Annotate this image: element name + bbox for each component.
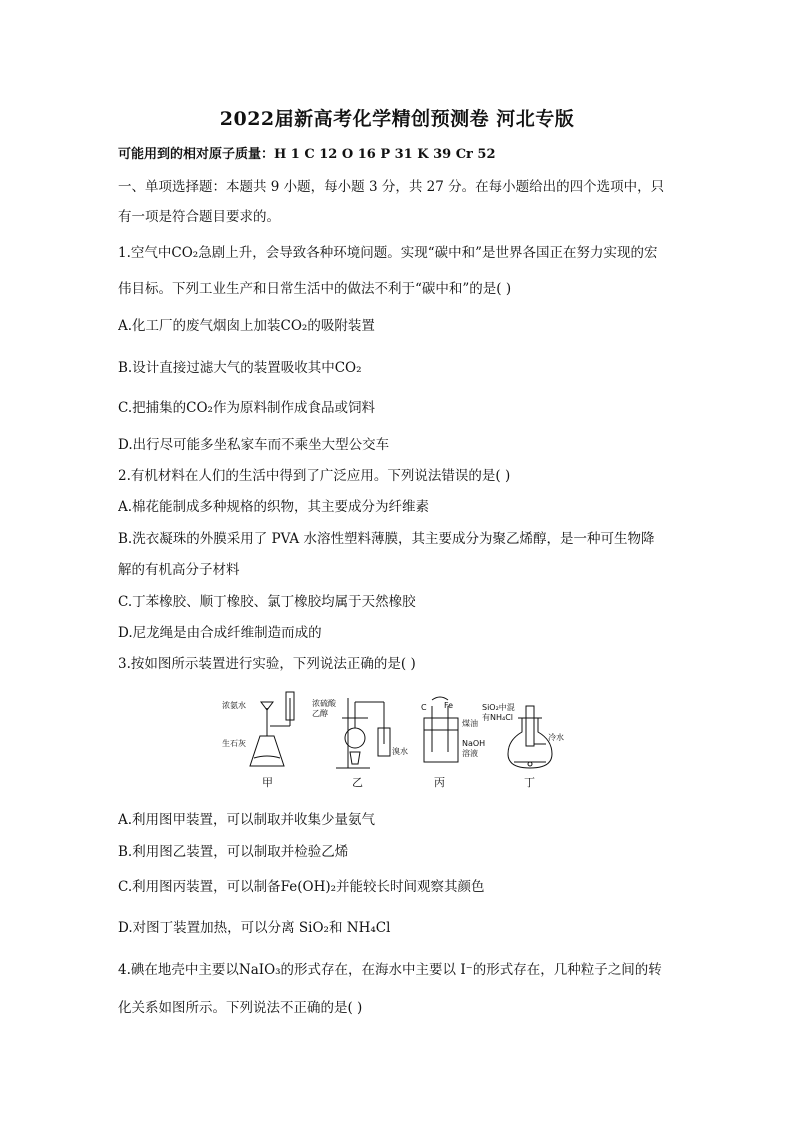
apparatus-ding [508, 706, 552, 768]
q2-option-b-line2: 解的有机高分子材料 [118, 562, 240, 578]
q3-option-a: A.利用图甲装置，可以制取并收集少量氨气 [118, 812, 376, 828]
apparatus-jia [250, 692, 294, 766]
q1-option-b: B.设计直接过滤大气的装置吸收其中CO₂ [118, 360, 362, 376]
q1-option-c: C.把捕集的CO₂作为原料制作成食品或饲料 [118, 400, 375, 416]
q3-option-b: B.利用图乙装置，可以制取并检验乙烯 [118, 844, 349, 860]
label-ding-mix2: 有NH₄Cl [482, 713, 514, 722]
q2-option-a: A.棉花能制成多种规格的织物，其主要成分为纤维素 [118, 499, 430, 515]
q2-stem: 2.有机材料在人们的生活中得到了广泛应用。下列说法错误的是( ) [118, 468, 511, 484]
label-ding-mix1: SiO₂中混 [482, 703, 515, 712]
q3-apparatus-figure [220, 688, 576, 792]
q2-option-c: C.丁苯橡胶、顺丁橡胶、氯丁橡胶均属于天然橡胶 [118, 594, 416, 610]
label-yi-reagent1: 浓硫酸 [312, 699, 336, 708]
label-bing-naoh: NaOH [462, 739, 486, 748]
q1-stem-line2: 伟目标。下列工业生产和日常生活中的做法不利于“碳中和”的是( ) [118, 281, 512, 297]
q4-stem-line1: 4.碘在地壳中主要以NaIO₃的形式存在，在海水中主要以 I⁻的形式存在，几种粒子之间的转 [118, 962, 662, 978]
label-bing-solution: 溶液 [462, 749, 478, 758]
q3-option-d: D.对图丁装置加热，可以分离 SiO₂和 NH₄Cl [118, 920, 391, 936]
label-yi-reagent3: 溴水 [392, 747, 408, 756]
q2-option-d: D.尼龙绳是由合成纤维制造而成的 [118, 625, 322, 641]
label-yi-reagent2: 乙醇 [312, 709, 328, 718]
q3-option-c: C.利用图丙装置，可以制备Fe(OH)₂并能较长时间观察其颜色 [118, 879, 485, 895]
section-heading-line1: 一、单项选择题：本题共 9 小题，每小题 3 分，共 27 分。在每小题给出的四个选项中，只 [118, 179, 665, 195]
label-bing-fe: Fe [444, 701, 454, 710]
label-jia-reagent1: 浓氨水 [222, 701, 246, 710]
atomic-masses: 可能用到的相对原子质量：H 1 C 12 O 16 P 31 K 39 Cr 52 [118, 147, 496, 162]
apparatus-yi [336, 698, 390, 768]
q2-option-b-line1: B.洗衣凝珠的外膜采用了 PVA 水溶性塑料薄膜，其主要成分为聚乙烯醇，是一种可生物降 [118, 531, 655, 547]
label-ding-water: 冷水 [548, 733, 564, 742]
label-bing-c: C [421, 703, 427, 712]
q3-stem: 3.按如图所示装置进行实验，下列说法正确的是( ) [118, 656, 416, 672]
caption-yi: 乙 [352, 776, 363, 789]
caption-jia: 甲 [262, 776, 273, 789]
q1-option-a: A.化工厂的废气烟囱上加装CO₂的吸附装置 [118, 318, 375, 334]
q1-stem-line1: 1.空气中CO₂急剧上升，会导致各种环境问题。实现“碳中和”是世界各国正在努力实现的宏 [118, 245, 658, 261]
q1-option-d: D.出行尽可能多坐私家车而不乘坐大型公交车 [118, 437, 390, 453]
label-jia-reagent2: 生石灰 [222, 739, 246, 748]
caption-ding: 丁 [524, 776, 535, 789]
label-bing-oil: 煤油 [462, 719, 478, 728]
caption-bing: 丙 [434, 776, 445, 789]
page-title: 2022届新高考化学精创预测卷 河北专版 [219, 108, 575, 130]
q4-stem-line2: 化关系如图所示。下列说法不正确的是( ) [118, 1000, 363, 1016]
section-heading-line2: 有一项是符合题目要求的。 [118, 209, 280, 225]
